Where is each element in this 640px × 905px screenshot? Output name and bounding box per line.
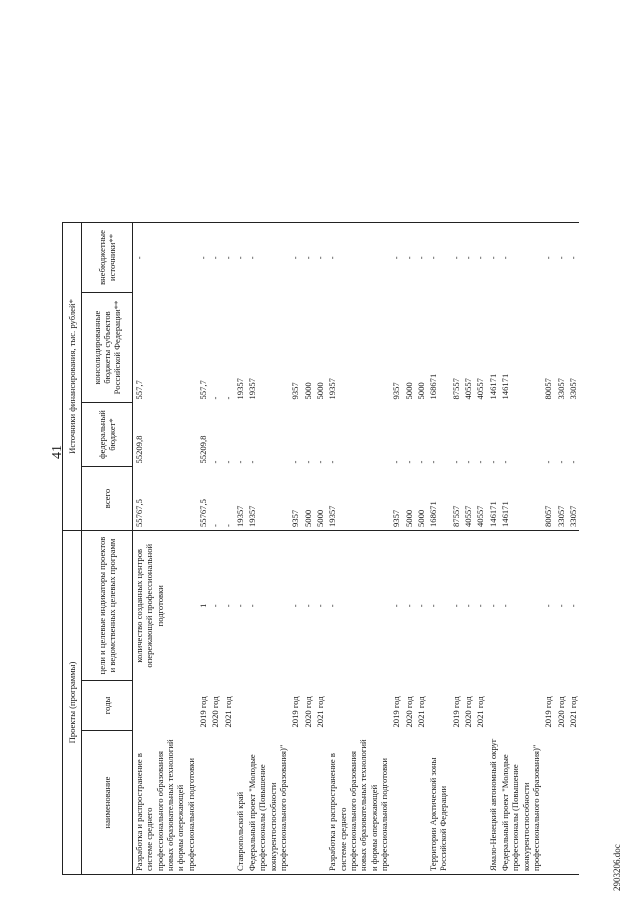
cell-regional: 146171 [487, 373, 498, 400]
cell-year [133, 681, 197, 731]
cell-goal: - [290, 604, 301, 608]
cell-goal: количество созданных центров опережающей профессиональной подготовки [134, 543, 165, 668]
cell-regional: 557,7 [134, 380, 144, 400]
table-row [542, 223, 554, 875]
header-name: наименование [82, 731, 133, 875]
table-row [390, 223, 402, 875]
cell-year: 2019 год [391, 696, 402, 728]
cell-name [555, 731, 567, 875]
cell-extra: - [403, 223, 415, 293]
cell-federal: - [475, 460, 486, 464]
cell-federal: - [463, 460, 474, 464]
table-row [487, 223, 499, 875]
cell-regional: 40557 [475, 378, 486, 400]
cell-extra: - [542, 223, 554, 293]
cell-federal: - [487, 460, 498, 464]
header-goals: цели и целевые индикаторы проектов и ведомственных целевых программ [82, 531, 133, 681]
cell-federal: - [327, 460, 338, 464]
table-row [462, 223, 474, 875]
cell-name [302, 731, 314, 875]
cell-extra: - [209, 223, 221, 293]
cell-extra: - [289, 223, 301, 293]
table-row [567, 223, 579, 875]
header-years: годы [82, 681, 133, 731]
cell-goal: - [567, 604, 578, 608]
table-row [450, 223, 462, 875]
cell-total: 55767,5 [133, 467, 197, 531]
cell-regional: 168671 [428, 373, 439, 400]
table-row [326, 223, 390, 875]
cell-regional: 33057 [567, 378, 578, 400]
cell-total: - [209, 467, 221, 531]
cell-name [314, 731, 326, 875]
cell-name [567, 731, 579, 875]
cell-total: - [222, 467, 234, 531]
cell-extra: - [314, 223, 326, 293]
cell-year: 2020 год [210, 696, 221, 728]
cell-total: 33057 [555, 467, 567, 531]
table-row [415, 223, 427, 875]
cell-total: 9357 [390, 467, 402, 531]
cell-extra: - [555, 223, 567, 293]
cell-name: Разработка и распространение в системе среднего профессионального образования новых образовательных технологий и формы опережающей профессиональной подготовки [326, 731, 390, 875]
header-extra: внебюджетные источники** [82, 223, 133, 293]
cell-extra: - [234, 223, 246, 293]
cell-year [234, 681, 246, 731]
cell-name [209, 731, 221, 875]
cell-goal: - [463, 604, 474, 608]
table-row [209, 223, 221, 875]
cell-goal: - [210, 604, 221, 608]
table-row [427, 223, 450, 875]
cell-year: 2021 год [222, 696, 233, 728]
cell-goal: - [428, 604, 439, 608]
cell-total: 5000 [415, 467, 427, 531]
cell-year: 2020 год [555, 696, 566, 728]
cell-name: Разработка и распространение в системе среднего профессионального образования новых образовательных технологий и формы опережающей профессиональной подготовки [133, 731, 197, 875]
cell-goal: - [543, 604, 554, 608]
cell-year: 2020 год [463, 696, 474, 728]
header-total: всего [82, 467, 133, 531]
table-row [474, 223, 486, 875]
cell-name [390, 731, 402, 875]
funding-table [62, 222, 579, 875]
cell-name [474, 731, 486, 875]
footer-filename: 2903206.doc [612, 844, 622, 891]
cell-extra: - [222, 223, 234, 293]
cell-year: 2019 год [450, 696, 461, 728]
cell-year [427, 681, 450, 731]
cell-extra: - [487, 223, 499, 293]
cell-name [403, 731, 415, 875]
cell-total: 5000 [314, 467, 326, 531]
cell-federal: - [222, 460, 233, 464]
cell-total: 87557 [450, 467, 462, 531]
cell-year [487, 681, 499, 731]
cell-goal: - [327, 604, 338, 608]
cell-extra: - [415, 223, 427, 293]
cell-extra: - [427, 223, 450, 293]
cell-federal: - [428, 460, 439, 464]
cell-year: 2021 год [315, 696, 325, 728]
cell-extra: - [499, 223, 542, 293]
cell-total: 19357 [246, 467, 289, 531]
cell-federal: - [302, 460, 313, 464]
cell-total: 5000 [403, 467, 415, 531]
cell-federal: - [234, 460, 245, 464]
cell-name: Территории Арктической зоны Российской Федерации [427, 731, 450, 875]
cell-extra: - [474, 223, 486, 293]
cell-federal: - [391, 460, 402, 464]
cell-extra: - [450, 223, 462, 293]
table-row [246, 223, 289, 875]
table-row [555, 223, 567, 875]
cell-name: Ставропольский край [234, 731, 246, 875]
cell-year: 2019 год [197, 696, 208, 728]
cell-year [246, 681, 289, 731]
cell-name [450, 731, 462, 875]
cell-total: 55767,5 [197, 467, 209, 531]
cell-name [289, 731, 301, 875]
cell-name: Федеральный проект "Молодые профессионалы (Повышение конкурентоспособности профессионального образования)" [246, 731, 289, 875]
cell-extra: - [133, 223, 197, 293]
table-row [234, 223, 246, 875]
cell-goal: - [403, 604, 414, 608]
cell-year: 2021 год [567, 696, 578, 728]
cell-regional: 40557 [463, 378, 474, 400]
cell-name [197, 731, 209, 875]
table-row [499, 223, 542, 875]
header-federal: федеральный бюджет* [82, 403, 133, 467]
cell-federal: 55209,8 [134, 435, 144, 464]
table-row [314, 223, 326, 875]
cell-goal: - [315, 604, 325, 608]
cell-regional: 80057 [543, 378, 554, 400]
cell-total: 40557 [474, 467, 486, 531]
cell-federal: 55209,8 [197, 435, 208, 464]
cell-extra: - [302, 223, 314, 293]
cell-regional: 87557 [450, 378, 461, 400]
cell-extra: - [462, 223, 474, 293]
cell-extra: - [246, 223, 289, 293]
cell-federal: - [555, 460, 566, 464]
cell-extra: - [567, 223, 579, 293]
cell-total: 146171 [487, 467, 499, 531]
cell-federal: - [567, 460, 578, 464]
cell-year: 2020 год [403, 696, 414, 728]
cell-total: 146171 [499, 467, 542, 531]
cell-total: 5000 [302, 467, 314, 531]
cell-extra: - [326, 223, 390, 293]
cell-federal: - [315, 460, 325, 464]
cell-goal: - [450, 604, 461, 608]
cell-federal: - [450, 460, 461, 464]
cell-year: 2019 год [290, 696, 301, 728]
cell-federal: - [415, 460, 426, 464]
table-row [222, 223, 234, 875]
cell-federal: - [247, 460, 258, 464]
table-row [403, 223, 415, 875]
table-row [133, 223, 197, 875]
cell-extra: - [390, 223, 402, 293]
cell-regional: 19357 [234, 378, 245, 400]
cell-name [462, 731, 474, 875]
cell-federal: - [500, 460, 510, 464]
cell-year: 2021 год [415, 696, 426, 728]
cell-goal: - [487, 604, 498, 608]
cell-regional: 557,7 [197, 380, 208, 400]
header-regional: консолидированные бюджеты субъектов Российской Федерации** [82, 293, 133, 403]
cell-regional: - [222, 396, 233, 400]
cell-name: Ямало-Ненецкий автономный округ [487, 731, 499, 875]
cell-year [499, 681, 542, 731]
cell-goal: - [555, 604, 566, 608]
cell-total: 9357 [289, 467, 301, 531]
cell-regional: 5000 [403, 382, 414, 400]
cell-total: 40557 [462, 467, 474, 531]
cell-goal: - [222, 604, 233, 608]
cell-regional: - [210, 396, 221, 400]
cell-total: 80057 [542, 467, 554, 531]
cell-name [222, 731, 234, 875]
cell-extra: - [197, 223, 209, 293]
cell-goal: - [500, 604, 510, 608]
cell-regional: 146171 [500, 373, 510, 400]
cell-regional: 19357 [327, 378, 338, 400]
cell-regional: 5000 [415, 382, 426, 400]
cell-goal: - [475, 604, 486, 608]
cell-total: 19357 [234, 467, 246, 531]
cell-federal: - [290, 460, 301, 464]
cell-regional: 33057 [555, 378, 566, 400]
table-row [197, 223, 209, 875]
table-body [133, 223, 580, 875]
cell-regional: 19357 [247, 378, 258, 400]
header-funding-group: Источники финансирования, тыс. рублей* [63, 223, 82, 531]
cell-federal: - [403, 460, 414, 464]
page-number: 41 [50, 445, 65, 459]
cell-goal: - [415, 604, 426, 608]
cell-total: 168671 [427, 467, 450, 531]
cell-year: 2019 год [543, 696, 554, 728]
table-row [302, 223, 314, 875]
cell-regional: 9357 [391, 382, 402, 400]
header-projects-group: Проекты (программы) [63, 531, 82, 875]
cell-goal: - [302, 604, 313, 608]
cell-goal: - [234, 604, 245, 608]
cell-year: 2020 год [302, 696, 313, 728]
cell-year [326, 681, 390, 731]
cell-goal: - [391, 604, 402, 608]
cell-regional: 5000 [315, 382, 325, 400]
cell-total: 19357 [326, 467, 390, 531]
cell-federal: - [543, 460, 554, 464]
table-row [289, 223, 301, 875]
cell-goal: - [247, 604, 258, 608]
cell-total: 33057 [567, 467, 579, 531]
cell-goal: 1 [197, 603, 208, 608]
cell-name [415, 731, 427, 875]
cell-federal: - [210, 460, 221, 464]
cell-year: 2021 год [475, 696, 486, 728]
cell-name: Федеральный проект "Молодые профессионалы (Повышение конкурентоспособности профессионального образования)" [499, 731, 542, 875]
cell-name [542, 731, 554, 875]
cell-regional: 9357 [290, 382, 301, 400]
cell-regional: 5000 [302, 382, 313, 400]
